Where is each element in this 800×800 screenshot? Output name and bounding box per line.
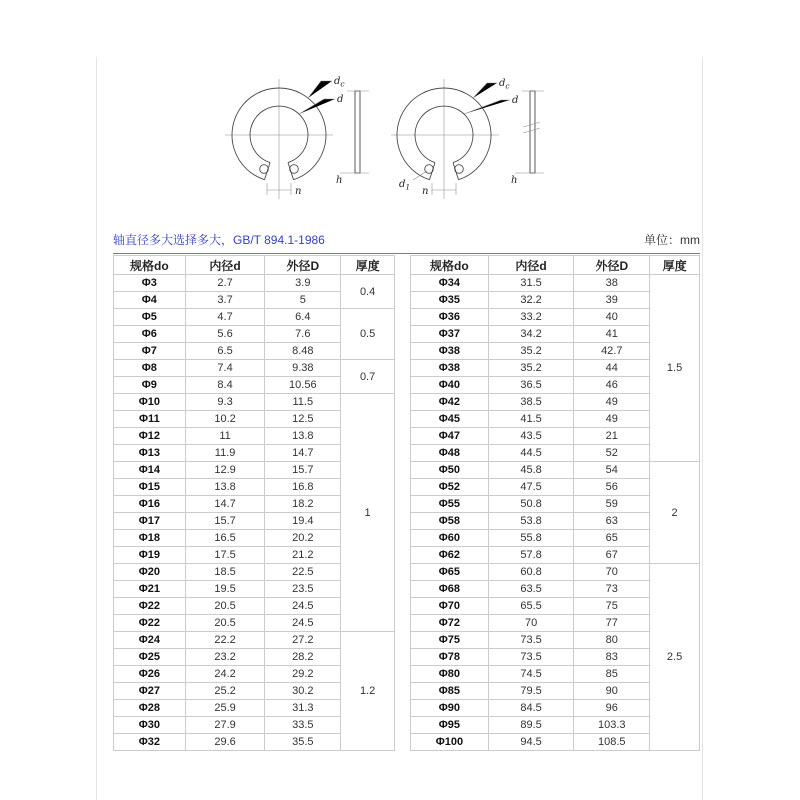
spec-cell: Φ80 xyxy=(411,666,489,683)
outer-diameter-cell: 103.3 xyxy=(574,717,650,734)
spec-cell: Φ62 xyxy=(411,547,489,564)
outer-diameter-cell: 49 xyxy=(574,411,650,428)
side-view-bar xyxy=(355,91,360,173)
spec-cell: Φ52 xyxy=(411,479,489,496)
spec-cell: Φ68 xyxy=(411,581,489,598)
spec-cell: Φ27 xyxy=(114,683,186,700)
inner-diameter-cell: 47.5 xyxy=(488,479,574,496)
spec-cell: Φ13 xyxy=(114,445,186,462)
dim-label-h: h xyxy=(336,175,343,186)
inner-diameter-cell: 84.5 xyxy=(488,700,574,717)
spec-cell: Φ38 xyxy=(411,343,489,360)
outer-diameter-cell: 3.9 xyxy=(265,275,341,292)
spec-cell: Φ34 xyxy=(411,275,489,292)
bar-break-tick-2 xyxy=(523,128,540,133)
outer-diameter-cell: 28.2 xyxy=(265,649,341,666)
column-header: 厚度 xyxy=(341,256,395,275)
inner-diameter-cell: 9.3 xyxy=(185,394,265,411)
inner-diameter-cell: 16.5 xyxy=(185,530,265,547)
outer-diameter-cell: 59 xyxy=(574,496,650,513)
outer-diameter-cell: 29.2 xyxy=(265,666,341,683)
table-row xyxy=(114,394,395,411)
column-header: 内径d xyxy=(488,256,574,275)
spec-tables xyxy=(113,255,700,751)
outer-diameter-cell: 13.8 xyxy=(265,428,341,445)
d-leader-line xyxy=(464,100,510,114)
lug-hole-right xyxy=(455,165,464,174)
outer-diameter-cell: 41 xyxy=(574,326,650,343)
spec-cell: Φ100 xyxy=(411,734,489,751)
spec-cell: Φ5 xyxy=(114,309,186,326)
inner-diameter-cell: 43.5 xyxy=(488,428,574,445)
header-row xyxy=(411,256,700,275)
outer-diameter-cell: 80 xyxy=(574,632,650,649)
thickness-cell: 1 xyxy=(341,394,395,632)
spec-cell: Φ10 xyxy=(114,394,186,411)
column-header: 内径d xyxy=(185,256,265,275)
outer-diameter-cell: 16.8 xyxy=(265,479,341,496)
spec-cell: Φ40 xyxy=(411,377,489,394)
inner-diameter-cell: 20.5 xyxy=(185,615,265,632)
outer-diameter-cell: 27.2 xyxy=(265,632,341,649)
column-header: 规格do xyxy=(114,256,186,275)
spec-cell: Φ6 xyxy=(114,326,186,343)
inner-diameter-cell: 55.8 xyxy=(488,530,574,547)
table-row xyxy=(114,309,395,326)
inner-diameter-cell: 11 xyxy=(185,428,265,445)
spec-cell: Φ42 xyxy=(411,394,489,411)
inner-diameter-cell: 24.2 xyxy=(185,666,265,683)
inner-diameter-cell: 6.5 xyxy=(185,343,265,360)
thickness-cell: 1.5 xyxy=(650,275,700,462)
outer-diameter-cell: 83 xyxy=(574,649,650,666)
inner-diameter-cell: 79.5 xyxy=(488,683,574,700)
spec-cell: Φ28 xyxy=(114,700,186,717)
selection-note: 轴直径多大选择多大，GB/T 894.1-1986 xyxy=(113,233,325,247)
outer-diameter-cell: 65 xyxy=(574,530,650,547)
lug-hole-left xyxy=(260,165,269,174)
inner-diameter-cell: 18.5 xyxy=(185,564,265,581)
inner-diameter-cell: 57.8 xyxy=(488,547,574,564)
inner-diameter-cell: 14.7 xyxy=(185,496,265,513)
thickness-cell: 1.2 xyxy=(341,632,395,751)
spec-cell: Φ35 xyxy=(411,292,489,309)
inner-diameter-cell: 70 xyxy=(488,615,574,632)
spec-cell: Φ19 xyxy=(114,547,186,564)
inner-diameter-cell: 5.6 xyxy=(185,326,265,343)
spec-cell: Φ26 xyxy=(114,666,186,683)
spec-cell: Φ21 xyxy=(114,581,186,598)
inner-diameter-cell: 17.5 xyxy=(185,547,265,564)
outer-diameter-cell: 33.5 xyxy=(265,717,341,734)
dim-label-n: n xyxy=(422,186,429,197)
column-header: 厚度 xyxy=(650,256,700,275)
spec-cell: Φ75 xyxy=(411,632,489,649)
note-row xyxy=(113,231,700,254)
inner-diameter-cell: 44.5 xyxy=(488,445,574,462)
spec-cell: Φ70 xyxy=(411,598,489,615)
spec-cell: Φ30 xyxy=(114,717,186,734)
bar-break-tick-1 xyxy=(523,122,540,127)
spec-cell: Φ11 xyxy=(114,411,186,428)
spec-cell: Φ36 xyxy=(411,309,489,326)
inner-diameter-cell: 53.8 xyxy=(488,513,574,530)
outer-diameter-cell: 63 xyxy=(574,513,650,530)
outer-diameter-cell: 75 xyxy=(574,598,650,615)
spec-cell: Φ16 xyxy=(114,496,186,513)
outer-diameter-cell: 6.4 xyxy=(265,309,341,326)
outer-diameter-cell: 20.2 xyxy=(265,530,341,547)
spec-cell: Φ25 xyxy=(114,649,186,666)
inner-diameter-cell: 2.7 xyxy=(185,275,265,292)
spec-cell: Φ37 xyxy=(411,326,489,343)
table-row xyxy=(411,462,700,479)
inner-diameter-cell: 94.5 xyxy=(488,734,574,751)
spec-cell: Φ60 xyxy=(411,530,489,547)
outer-diameter-cell: 14.7 xyxy=(265,445,341,462)
spec-cell: Φ24 xyxy=(114,632,186,649)
inner-diameter-cell: 4.7 xyxy=(185,309,265,326)
outer-diameter-cell: 15.7 xyxy=(265,462,341,479)
outer-diameter-cell: 7.6 xyxy=(265,326,341,343)
outer-diameter-cell: 52 xyxy=(574,445,650,462)
spec-cell: Φ9 xyxy=(114,377,186,394)
spec-cell: Φ38 xyxy=(411,360,489,377)
outer-diameter-cell: 35.5 xyxy=(265,734,341,751)
outer-diameter-cell: 18.2 xyxy=(265,496,341,513)
outer-diameter-cell: 108.5 xyxy=(574,734,650,751)
outer-diameter-cell: 70 xyxy=(574,564,650,581)
inner-diameter-cell: 45.8 xyxy=(488,462,574,479)
spec-cell: Φ65 xyxy=(411,564,489,581)
outer-diameter-cell: 19.4 xyxy=(265,513,341,530)
outer-diameter-cell: 77 xyxy=(574,615,650,632)
outer-diameter-cell: 49 xyxy=(574,394,650,411)
inner-diameter-cell: 8.4 xyxy=(185,377,265,394)
outer-diameter-cell: 24.5 xyxy=(265,598,341,615)
inner-diameter-cell: 23.2 xyxy=(185,649,265,666)
outer-diameter-cell: 12.5 xyxy=(265,411,341,428)
outer-diameter-cell: 40 xyxy=(574,309,650,326)
outer-diameter-cell: 21.2 xyxy=(265,547,341,564)
inner-diameter-cell: 7.4 xyxy=(185,360,265,377)
inner-diameter-cell: 36.5 xyxy=(488,377,574,394)
table-row xyxy=(114,632,395,649)
inner-diameter-cell: 50.8 xyxy=(488,496,574,513)
outer-diameter-cell: 67 xyxy=(574,547,650,564)
spec-cell: Φ20 xyxy=(114,564,186,581)
inner-diameter-cell: 33.2 xyxy=(488,309,574,326)
spec-cell: Φ85 xyxy=(411,683,489,700)
dim-label-n: n xyxy=(295,186,302,197)
outer-diameter-cell: 46 xyxy=(574,377,650,394)
inner-diameter-cell: 35.2 xyxy=(488,343,574,360)
outer-diameter-cell: 9.38 xyxy=(265,360,341,377)
outer-diameter-cell: 54 xyxy=(574,462,650,479)
outer-diameter-cell: 96 xyxy=(574,700,650,717)
inner-diameter-cell: 13.8 xyxy=(185,479,265,496)
spec-cell: Φ72 xyxy=(411,615,489,632)
outer-diameter-cell: 31.3 xyxy=(265,700,341,717)
diagram-area xyxy=(97,57,702,227)
spec-cell: Φ48 xyxy=(411,445,489,462)
dim-label-d: d xyxy=(337,94,344,105)
spec-cell: Φ45 xyxy=(411,411,489,428)
spec-cell: Φ58 xyxy=(411,513,489,530)
column-header: 外径D xyxy=(265,256,341,275)
inner-diameter-cell: 65.5 xyxy=(488,598,574,615)
outer-diameter-cell: 21 xyxy=(574,428,650,445)
inner-diameter-cell: 3.7 xyxy=(185,292,265,309)
header-row xyxy=(114,256,395,275)
inner-diameter-cell: 15.7 xyxy=(185,513,265,530)
spec-cell: Φ8 xyxy=(114,360,186,377)
content-frame xyxy=(96,57,703,800)
dim-label-dc: $d_c$ xyxy=(499,78,510,91)
outer-diameter-cell: 8.48 xyxy=(265,343,341,360)
outer-diameter-cell: 39 xyxy=(574,292,650,309)
inner-diameter-cell: 29.6 xyxy=(185,734,265,751)
inner-diameter-cell: 73.5 xyxy=(488,632,574,649)
inner-diameter-cell: 74.5 xyxy=(488,666,574,683)
outer-diameter-cell: 11.5 xyxy=(265,394,341,411)
spec-cell: Φ14 xyxy=(114,462,186,479)
inner-diameter-cell: 35.2 xyxy=(488,360,574,377)
outer-diameter-cell: 90 xyxy=(574,683,650,700)
spec-cell: Φ55 xyxy=(411,496,489,513)
spec-cell: Φ3 xyxy=(114,275,186,292)
inner-diameter-cell: 25.2 xyxy=(185,683,265,700)
inner-diameter-cell: 34.2 xyxy=(488,326,574,343)
spec-cell: Φ17 xyxy=(114,513,186,530)
outer-diameter-cell: 38 xyxy=(574,275,650,292)
spec-cell: Φ50 xyxy=(411,462,489,479)
outer-diameter-cell: 85 xyxy=(574,666,650,683)
inner-diameter-cell: 41.5 xyxy=(488,411,574,428)
spec-cell: Φ4 xyxy=(114,292,186,309)
outer-diameter-cell: 42.7 xyxy=(574,343,650,360)
inner-diameter-cell: 32.2 xyxy=(488,292,574,309)
side-view-bar xyxy=(530,91,535,173)
column-header: 规格do xyxy=(411,256,489,275)
outer-diameter-cell: 56 xyxy=(574,479,650,496)
inner-diameter-cell: 60.8 xyxy=(488,564,574,581)
outer-diameter-cell: 23.5 xyxy=(265,581,341,598)
column-header: 外径D xyxy=(574,256,650,275)
inner-diameter-cell: 22.2 xyxy=(185,632,265,649)
inner-diameter-cell: 73.5 xyxy=(488,649,574,666)
spec-table-left xyxy=(113,255,395,751)
spec-cell: Φ18 xyxy=(114,530,186,547)
spec-cell: Φ22 xyxy=(114,598,186,615)
spec-cell: Φ95 xyxy=(411,717,489,734)
outer-diameter-cell: 22.5 xyxy=(265,564,341,581)
dc-leader-line xyxy=(308,81,332,98)
outer-diameter-cell: 5 xyxy=(265,292,341,309)
spec-table-right xyxy=(410,255,700,751)
lug-hole-left xyxy=(425,165,434,174)
inner-diameter-cell: 89.5 xyxy=(488,717,574,734)
spec-cell: Φ78 xyxy=(411,649,489,666)
unit-label: 单位：mm xyxy=(644,233,700,247)
lug-hole-right xyxy=(290,165,299,174)
thickness-cell: 2 xyxy=(650,462,700,564)
thickness-cell: 0.4 xyxy=(341,275,395,309)
outer-diameter-cell: 44 xyxy=(574,360,650,377)
inner-diameter-cell: 11.9 xyxy=(185,445,265,462)
dc-leader-line xyxy=(473,83,497,98)
inner-diameter-cell: 19.5 xyxy=(185,581,265,598)
dim-label-d1: $d_1$ xyxy=(399,179,411,192)
thickness-cell: 0.5 xyxy=(341,309,395,360)
circlip-drawing-right xyxy=(389,59,564,211)
d-leader-line xyxy=(299,99,335,114)
outer-diameter-cell: 73 xyxy=(574,581,650,598)
outer-diameter-cell: 10.56 xyxy=(265,377,341,394)
inner-diameter-cell: 38.5 xyxy=(488,394,574,411)
spec-cell: Φ32 xyxy=(114,734,186,751)
inner-diameter-cell: 20.5 xyxy=(185,598,265,615)
inner-diameter-cell: 25.9 xyxy=(185,700,265,717)
spec-cell: Φ15 xyxy=(114,479,186,496)
inner-diameter-cell: 63.5 xyxy=(488,581,574,598)
inner-diameter-cell: 31.5 xyxy=(488,275,574,292)
inner-diameter-cell: 27.9 xyxy=(185,717,265,734)
outer-diameter-cell: 30.2 xyxy=(265,683,341,700)
circlip-drawing-left xyxy=(209,59,384,211)
spec-cell: Φ7 xyxy=(114,343,186,360)
table-row xyxy=(114,275,395,292)
table-row xyxy=(411,564,700,581)
inner-diameter-cell: 12.9 xyxy=(185,462,265,479)
dim-label-h: h xyxy=(511,175,518,186)
table-row xyxy=(411,275,700,292)
inner-diameter-cell: 10.2 xyxy=(185,411,265,428)
thickness-cell: 2.5 xyxy=(650,564,700,751)
spec-cell: Φ47 xyxy=(411,428,489,445)
outer-diameter-cell: 24.5 xyxy=(265,615,341,632)
dim-label-d: d xyxy=(512,95,519,106)
table-row xyxy=(114,360,395,377)
dim-label-dc: $d_c$ xyxy=(334,76,345,89)
spec-cell: Φ12 xyxy=(114,428,186,445)
thickness-cell: 0.7 xyxy=(341,360,395,394)
spec-cell: Φ22 xyxy=(114,615,186,632)
spec-cell: Φ90 xyxy=(411,700,489,717)
